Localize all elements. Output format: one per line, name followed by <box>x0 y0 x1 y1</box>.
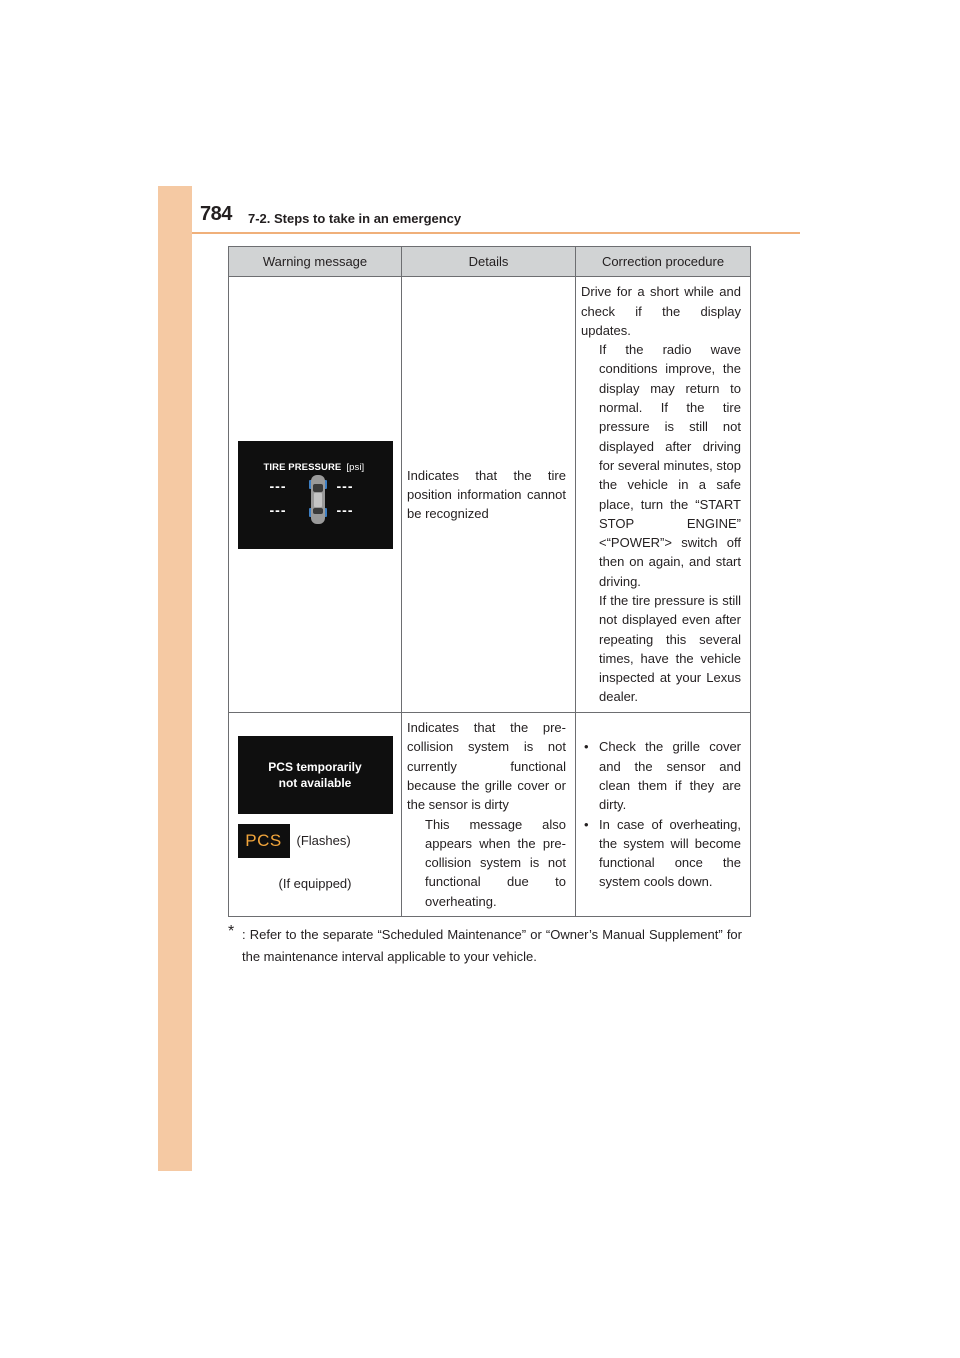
tire-display-unit: [psi] <box>346 461 365 473</box>
footnote-marker: * <box>228 923 235 940</box>
details-note: This message also appears when the pre-collision system is not functional due to overheating. <box>425 816 566 909</box>
section-title: 7-2. Steps to take in an emergency <box>248 211 462 226</box>
pcs-message-display <box>238 736 393 814</box>
pcs-display-label: PCS <box>268 759 293 774</box>
tire-value-rear-right: --- <box>336 501 354 518</box>
car-top-view-icon <box>308 474 328 526</box>
tire-pressure-display <box>238 441 393 549</box>
table-header-row <box>229 247 751 277</box>
table-row <box>229 277 751 713</box>
side-tab-bar <box>158 186 192 1171</box>
pcs-indicator-row <box>238 824 393 858</box>
correction-cell <box>576 713 751 917</box>
list-item: • Check the grille cover and the sensor and clean them if they are dirty. <box>584 739 741 813</box>
details-cell <box>402 713 576 917</box>
header-correction-procedure: Correction procedure <box>576 247 751 277</box>
details-text: Indicates that the pre-collision system is not currently functional because the grille cover or the sensor is dirty <box>407 720 566 813</box>
tire-value-front-right: --- <box>336 477 354 494</box>
tire-value-rear-left: --- <box>269 501 287 518</box>
tire-display-title: TIRE PRESSURE [psi] <box>263 461 365 473</box>
flashes-label: (Flashes) <box>296 833 351 849</box>
warning-table <box>228 246 751 917</box>
if-equipped-label: (If equipped) <box>278 875 352 891</box>
footnote-text: : Refer to the separate “Scheduled Maintenance” or “Owner’s Manual Supplement” for the maintenance interval applicable to your vehicle. <box>242 927 742 964</box>
pcs-indicator-icon: PCS <box>238 824 290 858</box>
details-text: Indicates that the tire position information cannot be recognized <box>407 467 566 522</box>
tire-value-front-left: --- <box>269 477 287 494</box>
correction-cell <box>576 277 751 713</box>
warning-cell <box>229 713 402 917</box>
correction-intro: Drive for a short while and check if the display updates. <box>581 284 741 338</box>
footnote <box>228 924 742 968</box>
list-item: • In case of overheating, the system will become functional once the system cools down. <box>584 816 741 890</box>
pcs-display-temporarily: temporarily <box>296 759 362 774</box>
correction-paragraph: If the tire pressure is still not displayed even after repeating this several times, have the vehicle inspected at your Lexus dealer. <box>599 592 741 705</box>
header-details: Details <box>402 247 576 277</box>
details-cell <box>402 277 576 713</box>
correction-paragraph: If the radio wave conditions improve, the display may return to normal. If the tire pressure is still not displayed after driving for several minutes, stop the vehicle in a safe place, turn the “START STOP ENGINE” <“POWER”> switch off then on again, and start driving. <box>599 342 741 589</box>
header-warning-message: Warning message <box>229 247 402 277</box>
pcs-display-not-available: not available <box>278 775 352 790</box>
warning-cell <box>229 277 402 713</box>
page-number: 784 <box>200 203 232 225</box>
header-rule <box>192 232 800 234</box>
table-row <box>229 713 751 917</box>
